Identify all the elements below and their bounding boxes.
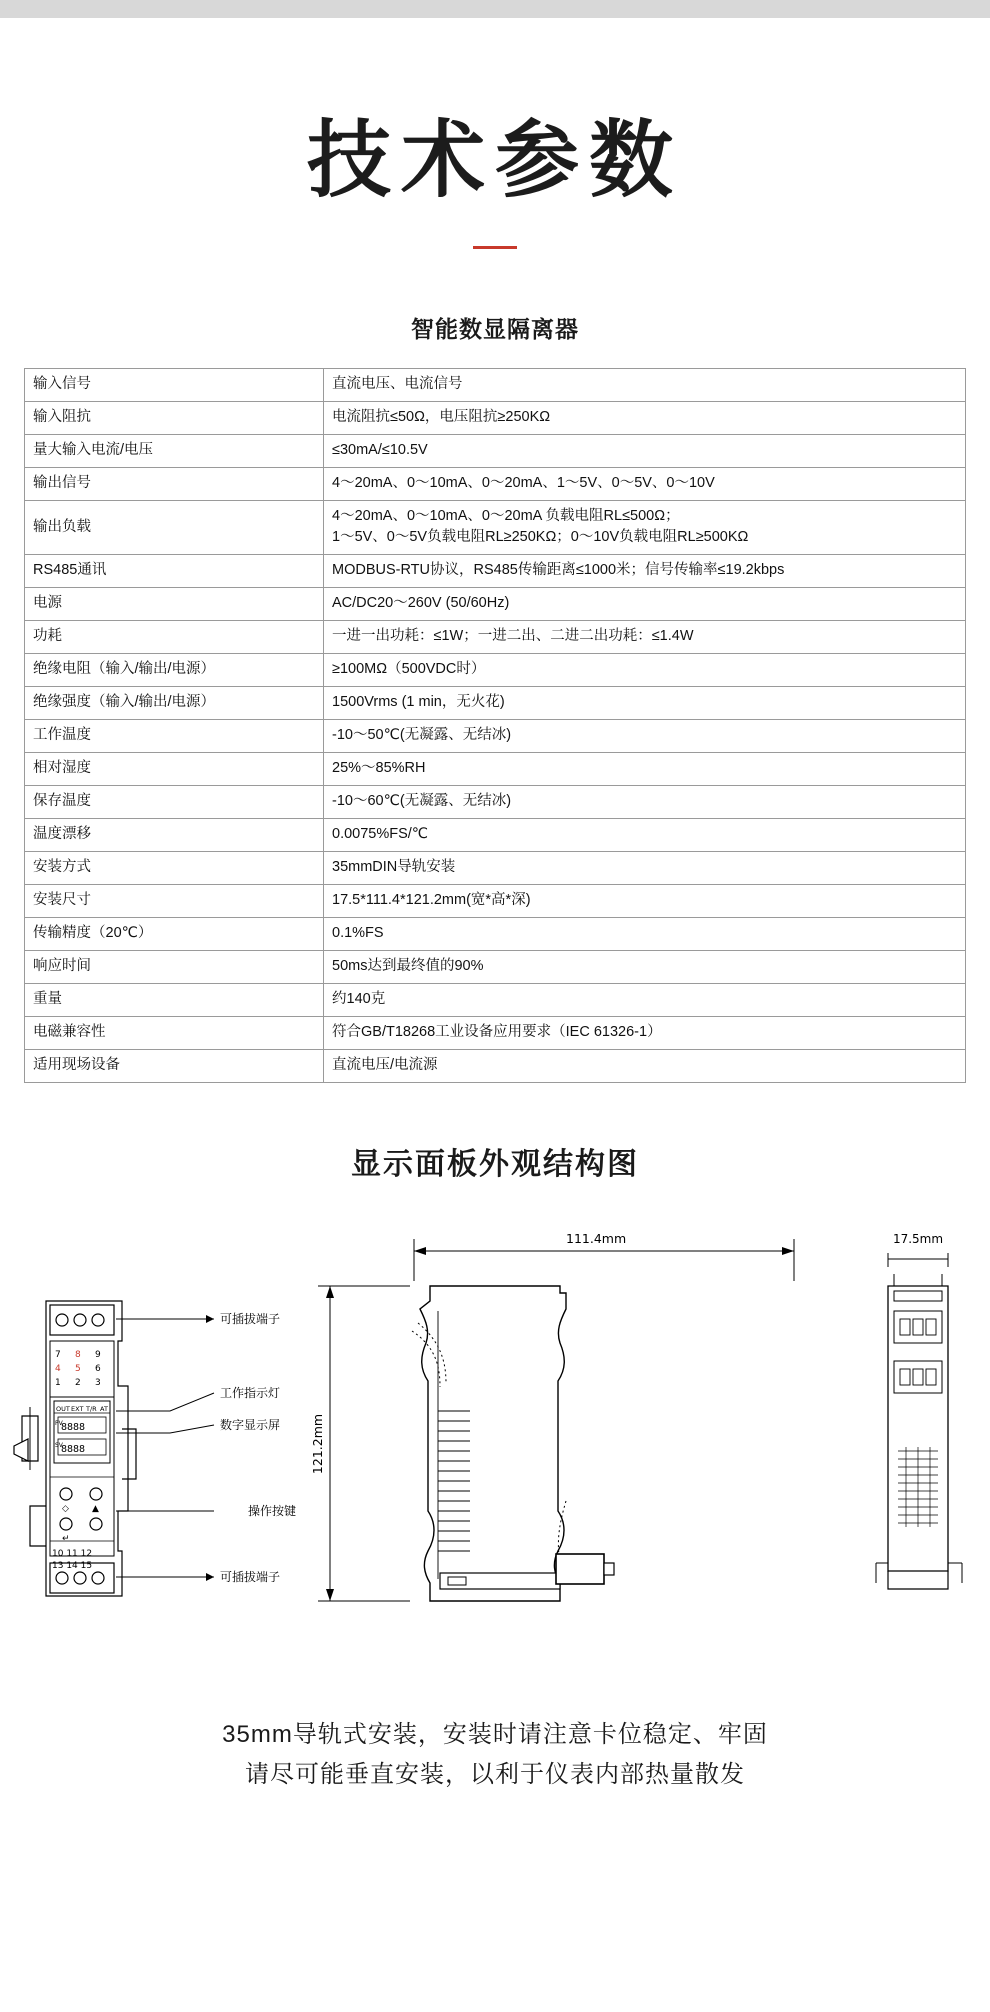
spec-name: 输出信号 bbox=[25, 468, 324, 501]
title-block bbox=[0, 18, 990, 249]
button-glyph-set: ↵ bbox=[62, 1534, 70, 1545]
spec-name: 电源 bbox=[25, 588, 324, 621]
rear-top-strip bbox=[894, 1291, 942, 1301]
spec-value: 直流电压/电流源 bbox=[324, 1050, 966, 1083]
spec-name: 保存温度 bbox=[25, 786, 324, 819]
spec-name: 绝缘电阻（输入/输出/电源） bbox=[25, 654, 324, 687]
spec-name: 输入信号 bbox=[25, 369, 324, 402]
table-row bbox=[25, 885, 966, 918]
table-row bbox=[25, 468, 966, 501]
spec-table bbox=[24, 368, 966, 1083]
dimension-height-label: 121.2mm bbox=[310, 1414, 325, 1475]
callout-label-display: 数字显示屏 bbox=[220, 1418, 281, 1433]
spec-value: ≤30mA/≤10.5V bbox=[324, 435, 966, 468]
terminal-number: 13 14 15 bbox=[52, 1561, 93, 1572]
spec-name: 功耗 bbox=[25, 621, 324, 654]
table-row bbox=[25, 918, 966, 951]
spec-name: 传输精度（20℃） bbox=[25, 918, 324, 951]
spec-value: 0.0075%FS/℃ bbox=[324, 819, 966, 852]
page-title: 技术参数 bbox=[306, 111, 683, 209]
sv-digits: 8888 bbox=[61, 1444, 86, 1456]
terminal-number: 5 bbox=[75, 1364, 81, 1375]
button-glyph-left: ◇ bbox=[62, 1504, 69, 1515]
spec-value: 17.5*111.4*121.2mm(宽*高*深) bbox=[324, 885, 966, 918]
dimension-height bbox=[318, 1286, 410, 1601]
side-profile-outline bbox=[420, 1286, 566, 1601]
table-row bbox=[25, 984, 966, 1017]
spec-value: 约140克 bbox=[324, 984, 966, 1017]
spec-name: 重量 bbox=[25, 984, 324, 1017]
terminal-number: 8 bbox=[75, 1350, 81, 1361]
spec-name: 安装方式 bbox=[25, 852, 324, 885]
spec-name: 电磁兼容性 bbox=[25, 1017, 324, 1050]
table-row bbox=[25, 819, 966, 852]
terminal-number: 3 bbox=[95, 1378, 101, 1389]
bottom-spacer bbox=[0, 1795, 990, 1835]
spec-name: 量大输入电流/电压 bbox=[25, 435, 324, 468]
table-row bbox=[25, 852, 966, 885]
spec-name: 相对湿度 bbox=[25, 753, 324, 786]
spec-name: 响应时间 bbox=[25, 951, 324, 984]
spec-value: 25%～85%RH bbox=[324, 753, 966, 786]
table-row bbox=[25, 402, 966, 435]
callout-label-bottom-terminal: 可插拔端子 bbox=[220, 1570, 281, 1585]
dimension-width-label: 111.4mm bbox=[566, 1231, 627, 1247]
spec-name: 绝缘强度（输入/输出/电源） bbox=[25, 687, 324, 720]
spec-name: RS485通讯 bbox=[25, 555, 324, 588]
spec-value: 直流电压、电流信号 bbox=[324, 369, 966, 402]
spec-value: 电流阻抗≤50Ω，电压阻抗≥250KΩ bbox=[324, 402, 966, 435]
table-row bbox=[25, 369, 966, 402]
dimension-depth-label: 17.5mm bbox=[892, 1232, 944, 1247]
table-row bbox=[25, 753, 966, 786]
spec-name: 安装尺寸 bbox=[25, 885, 324, 918]
spec-value: MODBUS-RTU协议，RS485传输距离≤1000米；信号传输率≤19.2kbps bbox=[324, 555, 966, 588]
spec-value: 0.1%FS bbox=[324, 918, 966, 951]
terminal-number: 7 bbox=[55, 1350, 61, 1361]
panel-label-sv: SV bbox=[55, 1442, 63, 1450]
terminal-number: 4 bbox=[55, 1364, 61, 1375]
rail-latch-block bbox=[556, 1554, 604, 1584]
table-row bbox=[25, 720, 966, 753]
panel-label-pv: PV bbox=[55, 1420, 63, 1428]
rail-clip-left bbox=[14, 1439, 28, 1461]
table-row bbox=[25, 1050, 966, 1083]
terminal-number: 2 bbox=[75, 1378, 81, 1389]
pv-digits: 8888 bbox=[61, 1422, 86, 1434]
table-row bbox=[25, 501, 966, 555]
rail-base-slot bbox=[448, 1577, 466, 1585]
panel-label-tr: T/R bbox=[86, 1405, 97, 1414]
panel-label-at: AT bbox=[100, 1405, 108, 1414]
terminal-number: 10 11 12 bbox=[52, 1549, 93, 1560]
spec-value-line1: 4～20mA、0～10mA、0～20mA 负载电阻RL≤500Ω； bbox=[332, 508, 680, 525]
callout-label-indicator: 工作指示灯 bbox=[220, 1386, 281, 1401]
spec-value: 一进一出功耗：≤1W；一进二出、二进二出功耗：≤1.4W bbox=[324, 621, 966, 654]
spec-name: 输出负载 bbox=[25, 501, 324, 555]
spec-name: 工作温度 bbox=[25, 720, 324, 753]
spec-value-line2: 1～5V、0～5V负载电阻RL≥250KΩ；0～10V负载电阻RL≥500KΩ bbox=[332, 529, 749, 546]
installation-note-line2: 请尽可能垂直安装，以利于仪表内部热量散发 bbox=[245, 1760, 745, 1788]
rail-latch-tab bbox=[604, 1563, 614, 1575]
table-row bbox=[25, 555, 966, 588]
spec-value: ≥100MΩ（500VDC时） bbox=[324, 654, 966, 687]
table-row bbox=[25, 435, 966, 468]
panel-label-ext: EXT bbox=[71, 1405, 84, 1414]
terminal-number: 9 bbox=[95, 1350, 101, 1361]
spec-table-wrapper bbox=[24, 368, 966, 1083]
spec-name: 适用现场设备 bbox=[25, 1050, 324, 1083]
table-row bbox=[25, 621, 966, 654]
side-view-group bbox=[412, 1286, 614, 1601]
terminal-number: 1 bbox=[55, 1378, 61, 1389]
button-glyph-right: ▲ bbox=[92, 1504, 99, 1515]
spec-value: 4～20mA、0～10mA、0～20mA、1～5V、0～5V、0～10V bbox=[324, 468, 966, 501]
spec-value: -10～50℃(无凝露、无结冰) bbox=[324, 720, 966, 753]
spec-name: 输入阻抗 bbox=[25, 402, 324, 435]
table-row bbox=[25, 654, 966, 687]
spec-name: 温度漂移 bbox=[25, 819, 324, 852]
spec-value bbox=[324, 501, 966, 555]
spec-value: -10～60℃(无凝露、无结冰) bbox=[324, 786, 966, 819]
top-strip bbox=[0, 0, 990, 18]
spec-value: 50ms达到最终值的90% bbox=[324, 951, 966, 984]
callout-lines bbox=[116, 1315, 214, 1581]
spec-value: AC/DC20～260V (50/60Hz) bbox=[324, 588, 966, 621]
table-row bbox=[25, 1017, 966, 1050]
panel-structure-diagram bbox=[0, 1211, 990, 1681]
table-row bbox=[25, 951, 966, 984]
callout-label-keys: 操作按键 bbox=[248, 1504, 297, 1519]
spec-value: 1500Vrms (1 min，无火花) bbox=[324, 687, 966, 720]
diagram-title: 显示面板外观结构图 bbox=[351, 1148, 639, 1182]
table-row bbox=[25, 588, 966, 621]
spec-value: 35mmDIN导轨安装 bbox=[324, 852, 966, 885]
installation-note-line1: 35mm导轨式安装，安装时请注意卡位稳定、牢固 bbox=[222, 1721, 768, 1749]
rail-clip-bottom-left bbox=[30, 1506, 46, 1546]
table-row bbox=[25, 786, 966, 819]
callout-label-group bbox=[220, 1311, 296, 1584]
panel-label-out: OUT bbox=[56, 1405, 70, 1414]
spec-value: 符合GB/T18268工业设备应用要求（IEC 61326-1） bbox=[324, 1017, 966, 1050]
title-divider bbox=[473, 246, 517, 249]
callout-label-top-terminal: 可插拔端子 bbox=[220, 1312, 281, 1327]
terminal-number: 6 bbox=[95, 1364, 101, 1375]
dimension-depth bbox=[888, 1253, 948, 1267]
table-row bbox=[25, 687, 966, 720]
installation-note bbox=[0, 1715, 990, 1794]
rear-view-group bbox=[876, 1274, 962, 1589]
product-title: 智能数显隔离器 bbox=[411, 316, 579, 342]
